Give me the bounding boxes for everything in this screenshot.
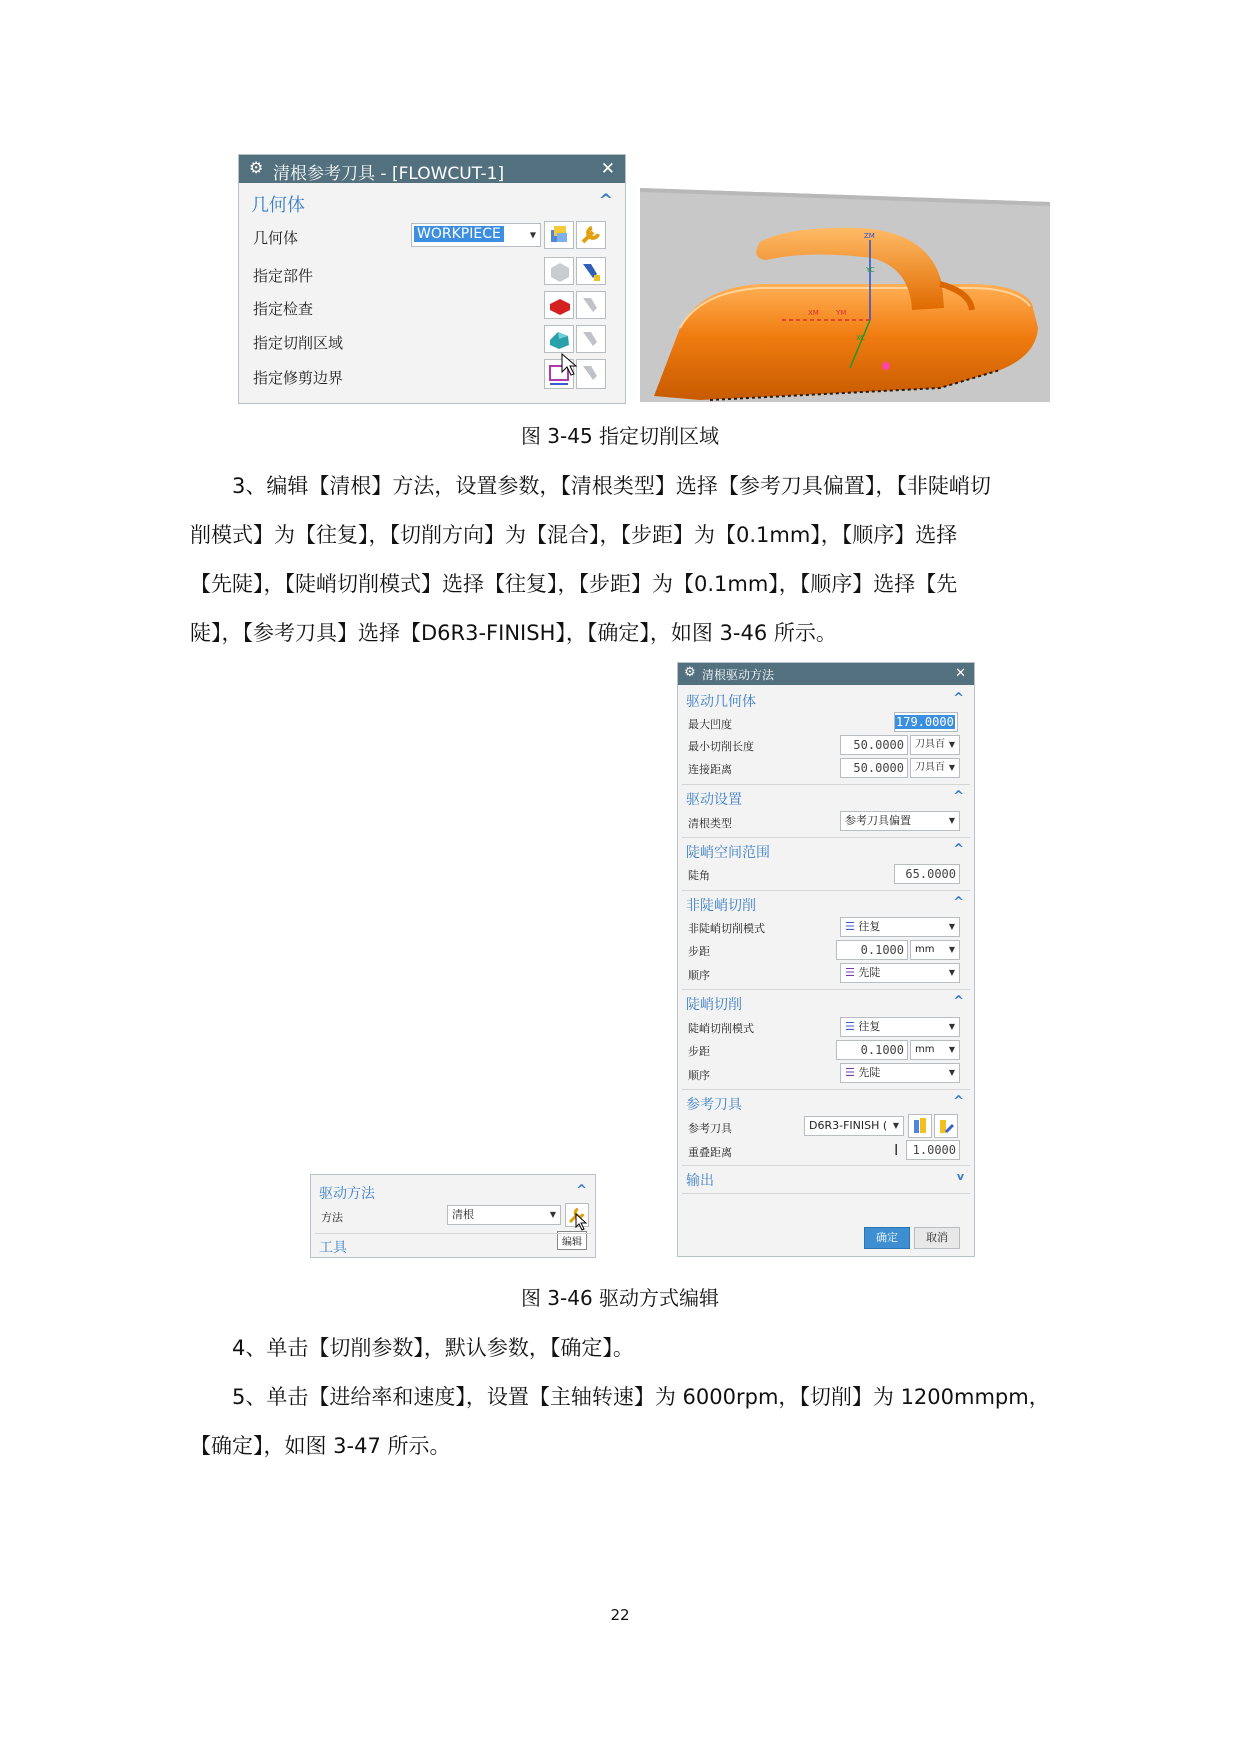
flashlight-disabled-icon[interactable] (576, 325, 606, 353)
geometry-select[interactable] (411, 223, 541, 247)
order-icon: ☰ (845, 966, 859, 979)
steep-angle-input[interactable]: 65.0000 (894, 864, 960, 884)
steep-mode-select[interactable] (840, 1017, 960, 1037)
axis-label-ym: YM (836, 309, 847, 317)
gear-icon[interactable]: ⚙ (684, 665, 696, 680)
overlap-distance-input[interactable]: 1.0000 (906, 1140, 960, 1160)
method-select[interactable] (447, 1205, 561, 1225)
ok-button[interactable]: 确定 (864, 1227, 910, 1249)
step3-line3: 【先陡】，【陡峭切削模式】选择【往复】，【步距】为【0.1mm】，【顺序】选择【先 (190, 572, 958, 596)
non-steep-step-unit: mm (915, 944, 935, 955)
edit-wrench-icon[interactable] (576, 221, 606, 249)
close-icon[interactable]: ✕ (955, 666, 966, 681)
steep-step-unit: mm (915, 1044, 935, 1055)
link-distance-unit: 刀具百 (915, 762, 945, 773)
min-cut-length-unit: 刀具百 (915, 739, 945, 750)
method-value: 清根 (452, 1208, 474, 1221)
steep-step-label: 步距 (688, 1045, 710, 1058)
geometry-select-value: WORKPIECE (414, 226, 504, 242)
geometry-label: 几何体 (253, 229, 299, 247)
min-cut-length-unit-select[interactable] (910, 735, 960, 755)
steep-step-input[interactable]: 0.1000 (836, 1040, 908, 1060)
new-geometry-icon[interactable] (544, 221, 574, 249)
divider (682, 890, 970, 891)
link-distance-input[interactable]: 50.0000 (840, 758, 908, 778)
gear-icon[interactable]: ⚙ (249, 158, 264, 177)
figure-caption-3-46: 图 3-46 驱动方式编辑 (520, 1286, 720, 1310)
order-icon: ☰ (845, 1066, 859, 1079)
divider (682, 837, 970, 838)
chevron-down-icon: ▼ (948, 740, 955, 749)
method-label: 方法 (321, 1211, 343, 1224)
divider (682, 989, 970, 990)
chevron-down-icon: ▼ (529, 230, 536, 240)
divider (315, 1233, 591, 1234)
chevron-down-icon: ▼ (892, 1121, 899, 1130)
max-concavity-input[interactable] (894, 712, 958, 732)
specify-part-label: 指定部件 (253, 267, 314, 285)
chevron-up-icon[interactable]: ^ (953, 789, 964, 804)
link-distance-label: 连接距离 (688, 763, 732, 776)
chevron-down-icon: ▼ (948, 1068, 955, 1077)
step3-line1: 3、编辑【清根】方法，设置参数，【清根类型】选择【参考刀具偏置】，【非陡峭切 (232, 474, 991, 498)
specify-cut-area-label: 指定切削区域 (253, 334, 344, 352)
max-concavity-value: 179.0000 (896, 715, 954, 729)
step3-line4: 陡】，【参考刀具】选择【D6R3-FINISH】，【确定】，如图 3-46 所示。 (190, 621, 837, 645)
dialog-title: 清根参考刀具 - [FLOWCUT-1] (273, 164, 505, 184)
non-steep-order-label: 顺序 (688, 969, 710, 982)
steep-order-select[interactable] (840, 1063, 960, 1083)
reference-tool-value: D6R3-FINISH ( (809, 1119, 888, 1132)
section-steep[interactable]: 陡峭切削 (686, 997, 742, 1013)
chevron-up-icon[interactable]: ^ (953, 842, 964, 857)
section-drive-settings[interactable]: 驱动设置 (686, 792, 742, 808)
page-number: 22 (610, 1606, 630, 1624)
check-geometry-icon[interactable] (544, 291, 574, 319)
steep-mode-value: 往复 (858, 1020, 881, 1033)
flashlight-icon[interactable] (576, 257, 606, 285)
link-distance-unit-select[interactable] (910, 758, 960, 778)
max-concavity-label: 最大凹度 (688, 718, 732, 731)
section-reference-tool[interactable]: 参考刀具 (686, 1097, 742, 1113)
steep-angle-label: 陡角 (688, 869, 710, 882)
non-steep-mode-select[interactable] (840, 917, 960, 937)
dialog-title: 清根驱动方法 (702, 668, 775, 682)
chevron-down-icon: ▼ (549, 1210, 556, 1219)
chevron-up-icon[interactable]: ^ (576, 1183, 587, 1198)
chevron-down-icon: ▼ (948, 968, 955, 977)
non-steep-mode-label: 非陡峭切削模式 (688, 922, 765, 935)
min-cut-length-label: 最小切削长度 (688, 740, 754, 753)
divider (682, 784, 970, 785)
drive-method-panel (310, 1174, 596, 1258)
chevron-down-icon: ▼ (948, 945, 955, 954)
section-geometry[interactable]: 几何体 (251, 195, 305, 216)
mouse-cursor-icon (561, 353, 577, 381)
flashlight-disabled-icon[interactable] (576, 359, 606, 389)
overlap-distance-label: 重叠距离 (688, 1146, 732, 1159)
geometry-dialog (238, 154, 626, 404)
non-steep-step-label: 步距 (688, 945, 710, 958)
section-tool[interactable]: 工具 (319, 1240, 347, 1256)
chevron-up-icon[interactable]: ^ (953, 691, 964, 706)
non-steep-order-value: 先陡 (858, 966, 881, 979)
steep-mode-label: 陡峭切削模式 (688, 1022, 754, 1035)
zigzag-icon: ☰ (845, 920, 859, 933)
divider (682, 1165, 970, 1166)
edit-tooltip: 编辑 (557, 1231, 587, 1250)
section-drive-method[interactable]: 驱动方法 (319, 1186, 375, 1202)
axis-label-xm: XM (808, 309, 819, 317)
chevron-up-icon[interactable]: ^ (953, 994, 964, 1009)
steep-step-unit-select[interactable] (910, 1040, 960, 1060)
text-cursor-icon: I (894, 1141, 899, 1159)
non-steep-step-input[interactable]: 0.1000 (836, 940, 908, 960)
chevron-down-icon: ▼ (948, 816, 955, 825)
part-icon[interactable] (544, 257, 574, 285)
chevron-down-icon: ▼ (948, 1045, 955, 1054)
3d-viewport[interactable] (640, 188, 1050, 402)
step5-line2: 【确定】，如图 3-47 所示。 (190, 1434, 451, 1458)
non-steep-step-unit-select[interactable] (910, 940, 960, 960)
cancel-button[interactable]: 取消 (914, 1227, 960, 1249)
flashlight-disabled-icon[interactable] (576, 291, 606, 319)
chevron-down-icon: ▼ (948, 1022, 955, 1031)
divider (682, 1193, 970, 1194)
divider (682, 1089, 970, 1090)
section-drive-geometry[interactable]: 驱动几何体 (686, 694, 756, 710)
chevron-down-icon: ▼ (948, 763, 955, 772)
chevron-up-icon[interactable]: ^ (598, 191, 613, 211)
axis-label-zm: ZM (864, 232, 875, 240)
chevron-down-icon: ▼ (948, 922, 955, 931)
chevron-down-icon[interactable]: v (956, 1170, 964, 1183)
non-steep-order-select[interactable] (840, 963, 960, 983)
non-steep-mode-value: 往复 (858, 920, 881, 933)
zigzag-icon: ☰ (845, 1020, 859, 1033)
axis-label-xc: XC (856, 334, 866, 342)
min-cut-length-input[interactable]: 50.0000 (840, 735, 908, 755)
figure-caption-3-45: 图 3-45 指定切削区域 (520, 424, 720, 448)
chevron-up-icon[interactable]: ^ (953, 1094, 964, 1109)
new-tool-icon[interactable] (908, 1114, 932, 1138)
steep-order-value: 先陡 (858, 1066, 881, 1079)
edit-tool-icon[interactable] (934, 1114, 958, 1138)
section-steep-range[interactable]: 陡峭空间范围 (686, 845, 770, 861)
specify-trim-boundary-label: 指定修剪边界 (253, 369, 344, 387)
step4-text: 4、单击【切削参数】，默认参数，【确定】。 (232, 1336, 634, 1360)
specify-check-label: 指定检查 (253, 300, 314, 318)
dialog-title-bar (239, 155, 625, 183)
step3-line2: 削模式】为【往复】，【切削方向】为【混合】，【步距】为【0.1mm】，【顺序】选择 (190, 523, 958, 547)
cleanup-type-select[interactable] (840, 811, 960, 831)
section-non-steep[interactable]: 非陡峭切削 (686, 898, 756, 914)
close-icon[interactable]: ✕ (600, 159, 615, 179)
axis-label-yc: YC (866, 266, 875, 274)
steep-order-label: 顺序 (688, 1069, 710, 1082)
section-output[interactable]: 输出 (686, 1173, 714, 1189)
cleanup-drive-method-dialog (677, 662, 975, 1257)
reference-tool-select[interactable] (804, 1116, 904, 1136)
reference-tool-label: 参考刀具 (688, 1122, 732, 1135)
cleanup-type-label: 清根类型 (688, 817, 732, 830)
step5-line1: 5、单击【进给率和速度】，设置【主轴转速】为 6000rpm，【切削】为 1200mmpm， (232, 1385, 1050, 1409)
cut-area-icon[interactable] (544, 325, 574, 353)
chevron-up-icon[interactable]: ^ (953, 895, 964, 910)
cleanup-type-value: 参考刀具偏置 (845, 814, 911, 827)
dialog-title-bar (678, 663, 974, 685)
